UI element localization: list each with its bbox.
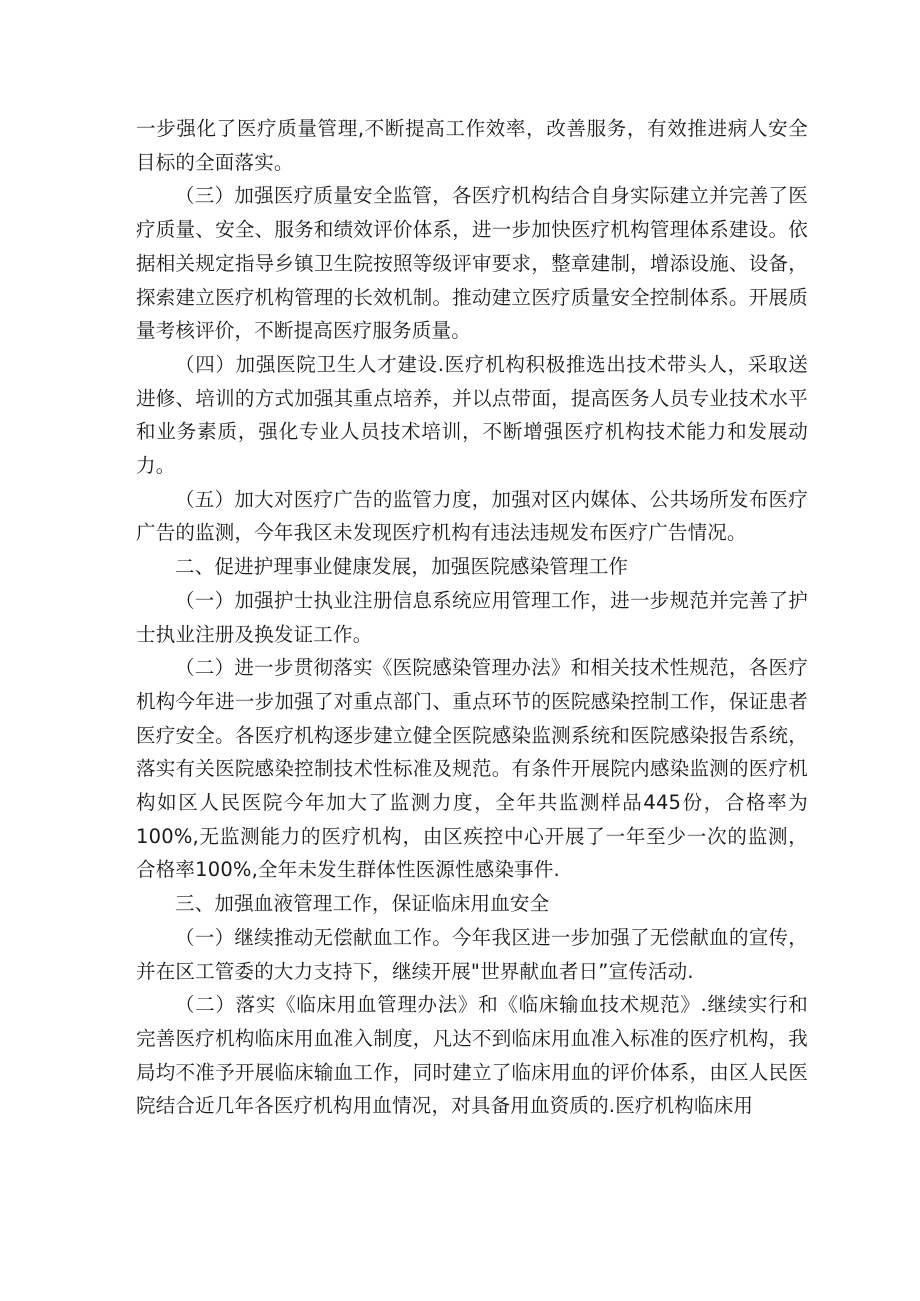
section-heading-nursing: 二、促进护理事业健康发展，加强医院感染管理工作 — [175, 555, 629, 579]
paragraph-continuation: 一步强化了医疗质量管理,不断提高工作效率，改善服务，有效推进病人安全目标的全面落实。 — [136, 117, 808, 174]
paragraph-talent-building: （四）加强医院卫生人才建设.医疗机构积极推选出技术带头人，采取送进修、培训的方式加强其重点培养，并以点带面，提高医务人员专业技术水平和业务素质，强化专业人员技术培训，不断增强医疗机构技术能力和发展动力。 — [136, 352, 808, 478]
section-heading-blood: 三、加强血液管理工作，保证临床用血安全 — [175, 892, 550, 916]
document-body — [136, 112, 808, 1123]
paragraph-infection-control: （二）进一步贯彻落实《医院感染管理办法》和相关技术性规范，各医疗机构今年进一步加强了对重点部门、重点环节的医院感染控制工作，保证患者医疗安全。各医疗机构逐步建立健全医院感染监测系统和医院感染报告系统，落实有关医院感染控制技术性标准及规范。有条件开展院内感染监测的医疗机构如区人民医院今年加大了监测力度，全年共监测样品445份，合格率为100%,无监测能力的医疗机构，由区疾控中心开展了一年至少一次的监测，合格率100%,全年未发生群体性医源性感染事件. — [136, 656, 808, 882]
paragraph-blood-donation: （一）继续推动无偿献血工作。今年我区进一步加强了无偿献血的宣传，并在区工管委的大力支持下，继续开展"世界献血者日”宣传活动. — [136, 925, 808, 983]
paragraph-quality-supervision: （三）加强医疗质量安全监管，各医疗机构结合自身实际建立并完善了医疗质量、安全、服务和绩效评价体系，进一步加快医疗机构管理体系建设。依据相关规定指导乡镇卫生院按照等级评审要求，整章建制，增添设施、设备，探索建立医疗机构管理的长效机制。推动建立医疗质量安全控制体系。开展质量考核评价，不断提高医疗服务质量。 — [136, 184, 808, 343]
paragraph-clinical-blood-use: （二）落实《临床用血管理办法》和《临床输血技术规范》.继续实行和完善医疗机构临床用血准入制度，凡达不到临床用血准入标准的医疗机构，我局均不准予开展临床输血工作，同时建立了临床用血的评价体系，由区人民医院结合近几年各医疗机构用血情况，对具备用血资质的.医疗机构临床用 — [136, 993, 808, 1118]
paragraph-nurse-registration: （一）加强护士执业注册信息系统应用管理工作，进一步规范并完善了护士执业注册及换发证工作。 — [136, 588, 808, 646]
paragraph-advertising-supervision: （五）加大对医疗广告的监管力度，加强对区内媒体、公共场所发布医疗广告的监测，今年我区未发现医疗机构有违法违规发布医疗广告情况。 — [136, 487, 808, 545]
